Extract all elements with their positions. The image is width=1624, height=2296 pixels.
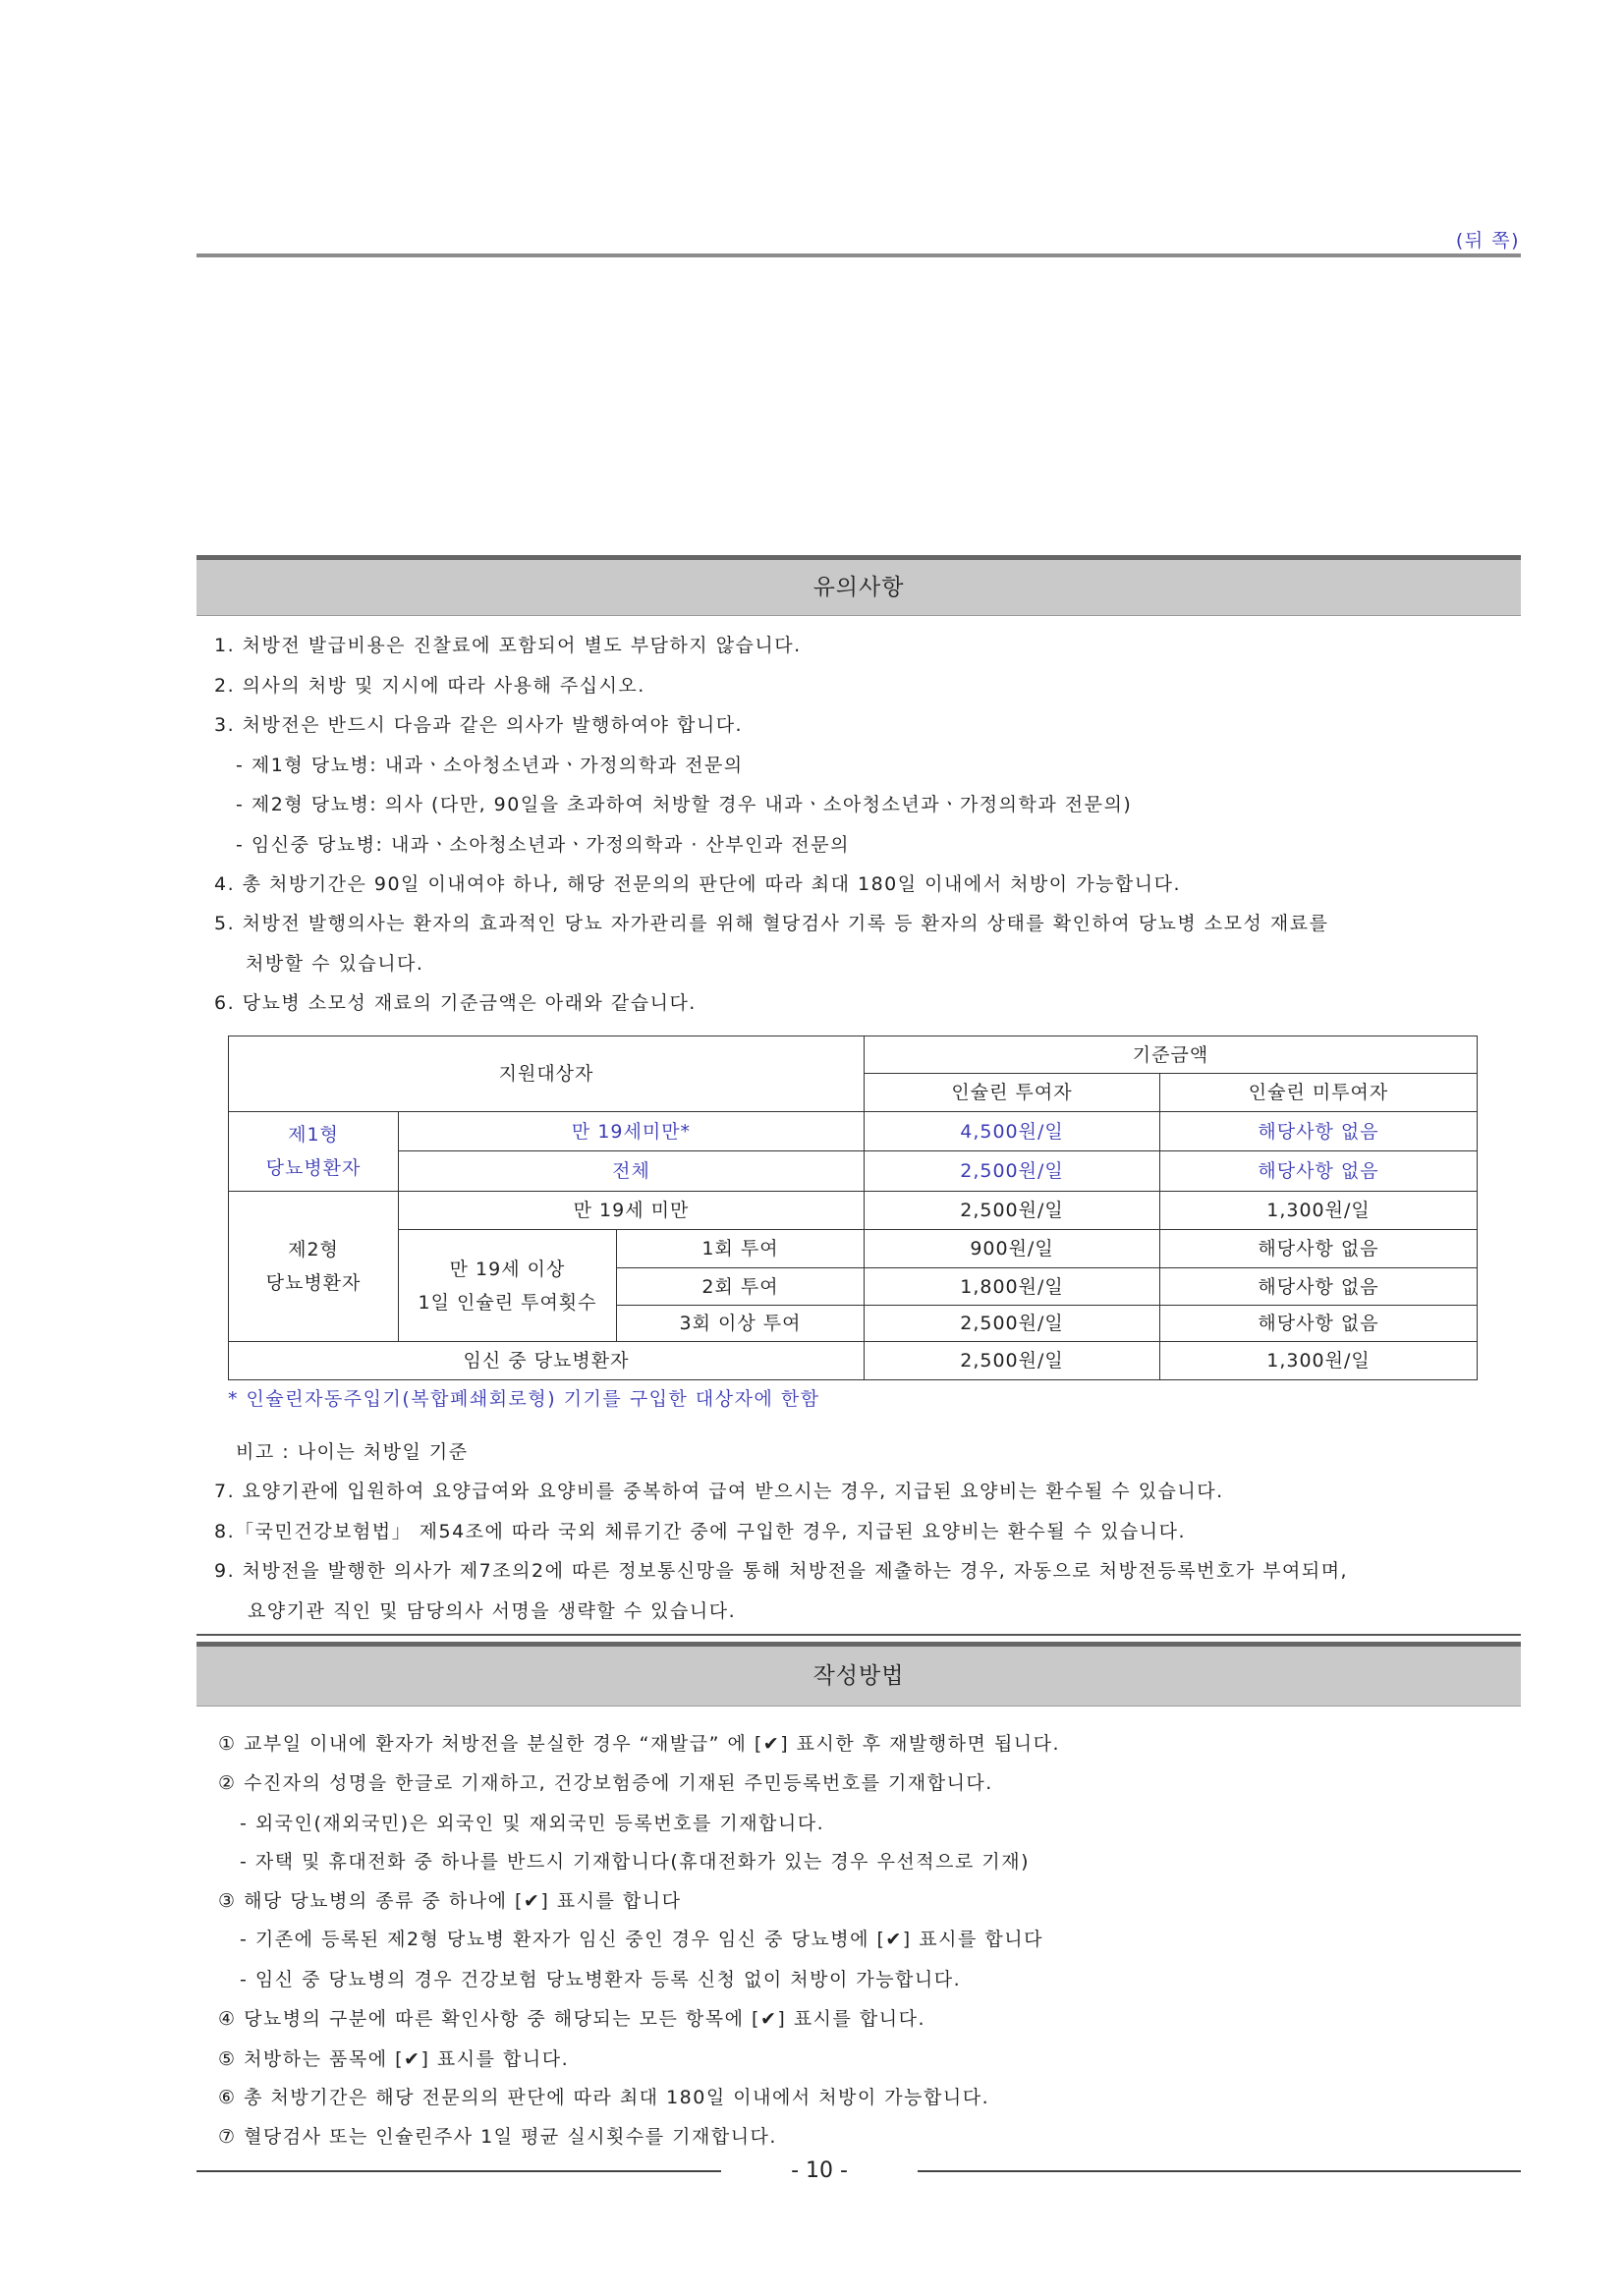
table-remark: 비고 : 나이는 처방일 기준 bbox=[236, 1441, 469, 1463]
method-section-header bbox=[196, 1642, 1521, 1707]
note-line: 8.「국민건강보험법」 제54조에 따라 국외 체류기간 중에 구입한 경우, 지급된 요양비는 환수될 수 있습니다. bbox=[214, 1521, 1187, 1542]
type1-label-line1: 제1형 bbox=[288, 1124, 339, 1146]
method-line: ⑤ 처방하는 품목에 [✔] 표시를 합니다. bbox=[218, 2048, 570, 2070]
header-no-insulin: 인슐린 미투여자 bbox=[1160, 1074, 1478, 1112]
type1-label bbox=[229, 1112, 399, 1192]
table-cell-target: 만 19세 미만 bbox=[399, 1192, 865, 1230]
note-line: 6. 당뇨병 소모성 재료의 기준금액은 아래와 같습니다. bbox=[214, 992, 697, 1014]
method-line: ① 교부일 이내에 환자가 처방전을 분실한 경우 “재발급” 에 [✔] 표시한 후 재발행하면 됩니다. bbox=[218, 1733, 1061, 1755]
note-subline: - 제2형 당뇨병: 의사 (다만, 90일을 초과하여 처방할 경우 내과ㆍ소아청소년과ㆍ가정의학과 전문의) bbox=[236, 794, 1133, 815]
table-row bbox=[229, 1192, 1478, 1230]
method-subline: - 임신 중 당뇨병의 경우 건강보험 당뇨병환자 등록 신청 없이 처방이 가능합니다. bbox=[240, 1969, 962, 1990]
note-line: 7. 요양기관에 입원하여 요양급여와 요양비를 중복하여 급여 받으시는 경우, 지급된 요양비는 환수될 수 있습니다. bbox=[214, 1481, 1224, 1502]
note-line: 5. 처방전 발행의사는 환자의 효과적인 당뇨 자가관리를 위해 혈당검사 기록 등 환자의 상태를 확인하여 당뇨병 소모성 재료를 bbox=[214, 913, 1329, 934]
note-line-continued: 요양기관 직인 및 담당의사 서명을 생략할 수 있습니다. bbox=[248, 1600, 737, 1622]
method-subline: - 외국인(재외국민)은 외국인 및 재외국민 등록번호를 기재합니다. bbox=[240, 1813, 825, 1834]
table-cell-no-insulin: 해당사항 없음 bbox=[1160, 1268, 1478, 1306]
table-cell-no-insulin: 1,300원/일 bbox=[1160, 1342, 1478, 1380]
table-cell-no-insulin: 해당사항 없음 bbox=[1160, 1151, 1478, 1192]
method-subline: - 자택 및 휴대전화 중 하나를 반드시 기재합니다(휴대전화가 있는 경우 우선적으로 기재) bbox=[240, 1851, 1031, 1873]
note-subline: - 임신중 당뇨병: 내과ㆍ소아청소년과ㆍ가정의학과 · 산부인과 전문의 bbox=[236, 834, 850, 856]
table-cell-insulin: 2,500원/일 bbox=[865, 1151, 1160, 1192]
method-line: ⑦ 혈당검사 또는 인슐린주사 1일 평균 실시횟수를 기재합니다. bbox=[218, 2126, 777, 2148]
header-standard-amount: 기준금액 bbox=[865, 1036, 1478, 1074]
type2-label-line2: 당뇨병환자 bbox=[265, 1272, 362, 1294]
table-cell-no-insulin: 해당사항 없음 bbox=[1160, 1230, 1478, 1268]
table-row bbox=[229, 1112, 1478, 1151]
table-row bbox=[229, 1151, 1478, 1192]
table-cell-no-insulin: 해당사항 없음 bbox=[1160, 1112, 1478, 1151]
note-line: 1. 처방전 발급비용은 진찰료에 포함되어 별도 부담하지 않습니다. bbox=[214, 635, 802, 656]
header-target: 지원대상자 bbox=[229, 1036, 865, 1112]
header-insulin: 인슐린 투여자 bbox=[865, 1074, 1160, 1112]
table-cell-insulin: 1,800원/일 bbox=[865, 1268, 1160, 1306]
over19-label-line1: 만 19세 이상 bbox=[449, 1258, 566, 1280]
table-cell-no-insulin: 해당사항 없음 bbox=[1160, 1306, 1478, 1342]
table-cell-insulin: 2,500원/일 bbox=[865, 1192, 1160, 1230]
notes-title: 유의사항 bbox=[812, 575, 905, 600]
table-cell-insulin: 2,500원/일 bbox=[865, 1342, 1160, 1380]
top-rule bbox=[196, 253, 1521, 257]
allowance-table bbox=[228, 1036, 1478, 1380]
table-cell-target: 만 19세미만* bbox=[399, 1112, 865, 1151]
page-side-label: (뒤 쪽) bbox=[1455, 230, 1520, 252]
method-line: ② 수진자의 성명을 한글로 기재하고, 건강보험증에 기재된 주민등록번호를 기재합니다. bbox=[218, 1772, 993, 1794]
method-subline: - 기존에 등록된 제2형 당뇨병 환자가 임신 중인 경우 임신 중 당뇨병에 [✔] 표시를 합니다 bbox=[240, 1929, 1043, 1950]
table-cell-dose: 3회 이상 투여 bbox=[617, 1306, 865, 1342]
notes-section-header bbox=[196, 555, 1521, 616]
table-footnote: * 인슐린자동주입기(복합폐쇄회로형) 기기를 구입한 대상자에 한함 bbox=[228, 1388, 820, 1410]
method-line: ④ 당뇨병의 구분에 따른 확인사항 중 해당되는 모든 항목에 [✔] 표시를 합니다. bbox=[218, 2008, 926, 2030]
note-line-continued: 처방할 수 있습니다. bbox=[246, 953, 424, 975]
note-line: 3. 처방전은 반드시 다음과 같은 의사가 발행하여야 합니다. bbox=[214, 714, 744, 736]
type1-label-line2: 당뇨병환자 bbox=[265, 1157, 362, 1179]
table-cell-dose: 1회 투여 bbox=[617, 1230, 865, 1268]
page-number: - 10 - bbox=[721, 2157, 918, 2185]
over19-label-line2: 1일 인슐린 투여횟수 bbox=[418, 1291, 597, 1314]
table-row bbox=[229, 1342, 1478, 1380]
table-cell-insulin: 4,500원/일 bbox=[865, 1112, 1160, 1151]
over19-label bbox=[399, 1230, 617, 1342]
type2-label-line1: 제2형 bbox=[288, 1239, 339, 1260]
method-line: ⑥ 총 처방기간은 해당 전문의의 판단에 따라 최대 180일 이내에서 처방이 가능합니다. bbox=[218, 2087, 990, 2108]
method-title: 작성방법 bbox=[812, 1663, 905, 1689]
table-cell-dose: 2회 투여 bbox=[617, 1268, 865, 1306]
table-cell-insulin: 900원/일 bbox=[865, 1230, 1160, 1268]
note-line: 2. 의사의 처방 및 지시에 따라 사용해 주십시오. bbox=[214, 675, 645, 697]
table-cell-no-insulin: 1,300원/일 bbox=[1160, 1192, 1478, 1230]
table-cell-insulin: 2,500원/일 bbox=[865, 1306, 1160, 1342]
note-line: 4. 총 처방기간은 90일 이내여야 하나, 해당 전문의의 판단에 따라 최대 180일 이내에서 처방이 가능합니다. bbox=[214, 873, 1182, 895]
table-cell-target: 전체 bbox=[399, 1151, 865, 1192]
section-divider bbox=[196, 1634, 1521, 1636]
method-line: ③ 해당 당뇨병의 종류 중 하나에 [✔] 표시를 합니다 bbox=[218, 1890, 682, 1912]
note-line: 9. 처방전을 발행한 의사가 제7조의2에 따른 정보통신망을 통해 처방전을 제출하는 경우, 자동으로 처방전등록번호가 부여되며, bbox=[214, 1560, 1349, 1582]
table-header-row bbox=[229, 1036, 1478, 1074]
table-cell-target: 임신 중 당뇨병환자 bbox=[229, 1342, 865, 1380]
note-subline: - 제1형 당뇨병: 내과ㆍ소아청소년과ㆍ가정의학과 전문의 bbox=[236, 755, 744, 776]
type2-label bbox=[229, 1192, 399, 1342]
table-row bbox=[229, 1230, 1478, 1268]
